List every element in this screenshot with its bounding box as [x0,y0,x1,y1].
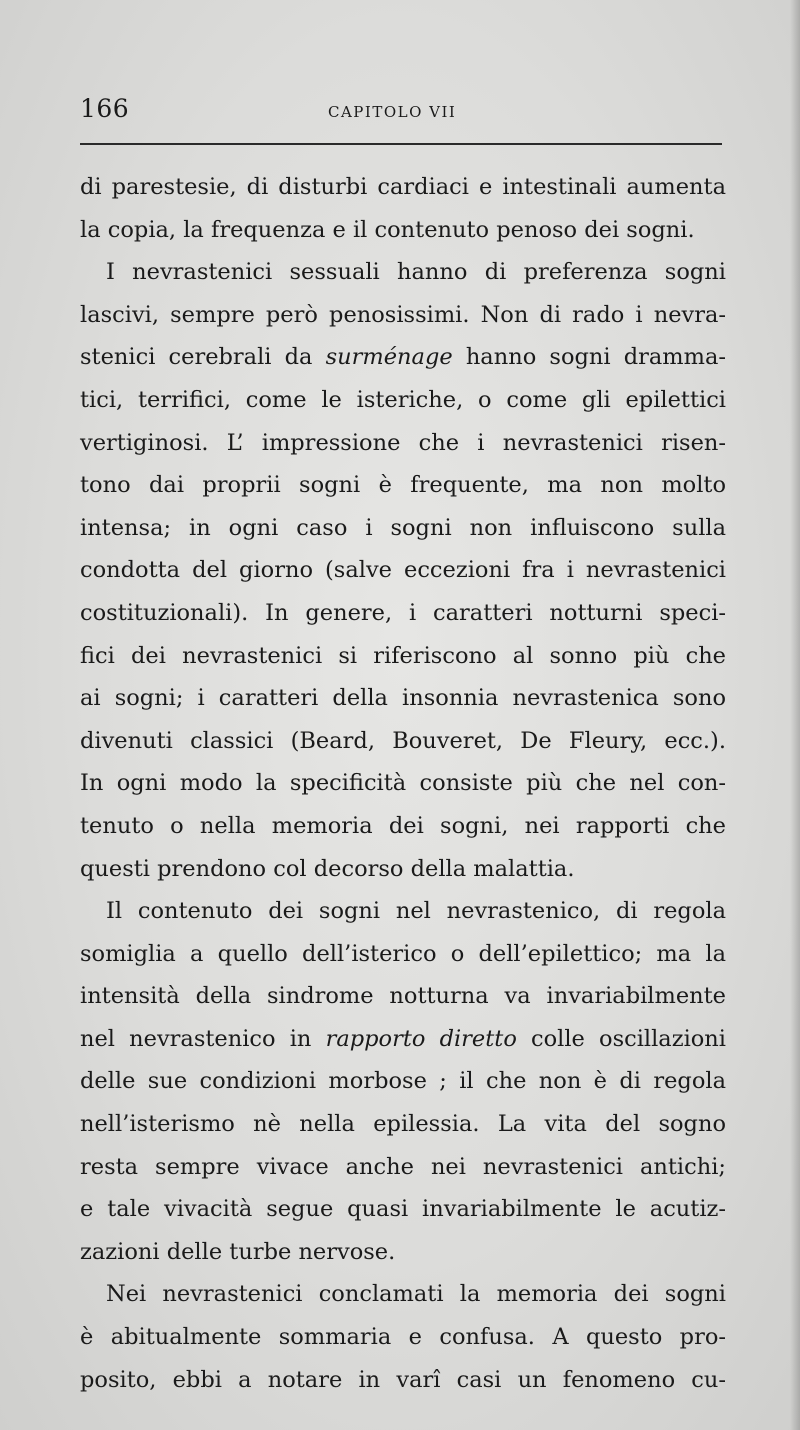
text-segment: colle oscillazioni [516,1025,726,1052]
text-line: lascivi, sempre però penosissimi. Non di rado i nevra- [80,301,726,328]
text-segment: stenici cerebrali da [80,344,326,371]
text-line: fici dei nevrastenici si riferiscono al sonno più che [80,642,726,669]
header-rule [80,143,722,145]
text-line: divenuti classici (Beard, Bouveret, De Fleury, ecc.). [80,727,726,754]
running-head [80,94,720,134]
text-line: resta sempre vivace anche nei nevrastenici antichi; [80,1153,726,1180]
text-line: I nevrastenici sessuali hanno di preferenza sogni [106,259,726,286]
page-number: 166 [80,94,130,123]
chapter-title: CAPITOLO VII [328,103,457,121]
text-line: e tale vivacità segue quasi invariabilmente le acutiz- [80,1196,726,1223]
text-line: vertiginosi. L’ impressione che i nevrastenici risen- [80,429,726,456]
text-line: Nei nevrastenici conclamati la memoria dei sogni [106,1281,726,1308]
text-line: tici, terrifici, come le isteriche, o come gli epilettici [80,386,726,413]
text-line: questi prendono col decorso della malattia. [80,855,575,882]
text-line: è abitualmente sommaria e confusa. A questo pro- [80,1324,726,1351]
text-line: tenuto o nella memoria dei sogni, nei rapporti che [80,812,726,839]
text-line: posito, ebbi a notare in varî casi un fenomeno cu- [80,1366,726,1393]
italic-term: rapporto diretto [325,1025,517,1052]
text-line: condotta del giorno (salve eccezioni fra i nevrastenici [80,557,726,584]
text-line: intensità della sindrome notturna va invariabilmente [80,983,726,1010]
text-line: In ogni modo la specificità consiste più che nel con- [80,770,726,797]
text-line: zazioni delle turbe nervose. [80,1238,396,1265]
text-line: somiglia a quello dell’isterico o dell’epilettico; ma la [80,940,726,967]
text-line: nell’isterismo nè nella epilessia. La vita del sogno [80,1111,726,1138]
body-text [80,166,726,1401]
text-line: Il contenuto dei sogni nel nevrastenico, di regola [106,898,726,925]
page-edge-shadow [790,0,800,1430]
text-line [80,336,726,379]
text-line: la copia, la frequenza e il contenuto penoso dei sogni. [80,216,695,243]
text-line: intensa; in ogni caso i sogni non influiscono sulla [80,514,726,541]
text-segment: hanno sogni dramma- [452,344,726,371]
text-line: costituzionali). In genere, i caratteri notturni speci- [80,599,726,626]
text-segment: nel nevrastenico in [80,1025,326,1052]
text-line [80,1018,726,1061]
text-line: tono dai proprii sogni è frequente, ma non molto [80,472,726,499]
text-line: di parestesie, di disturbi cardiaci e intestinali aumenta [80,174,726,200]
text-line: ai sogni; i caratteri della insonnia nevrastenica sono [80,685,726,712]
italic-term: surménage [325,344,453,371]
text-line: delle sue condizioni morbose ; il che non è di regola [80,1068,726,1095]
